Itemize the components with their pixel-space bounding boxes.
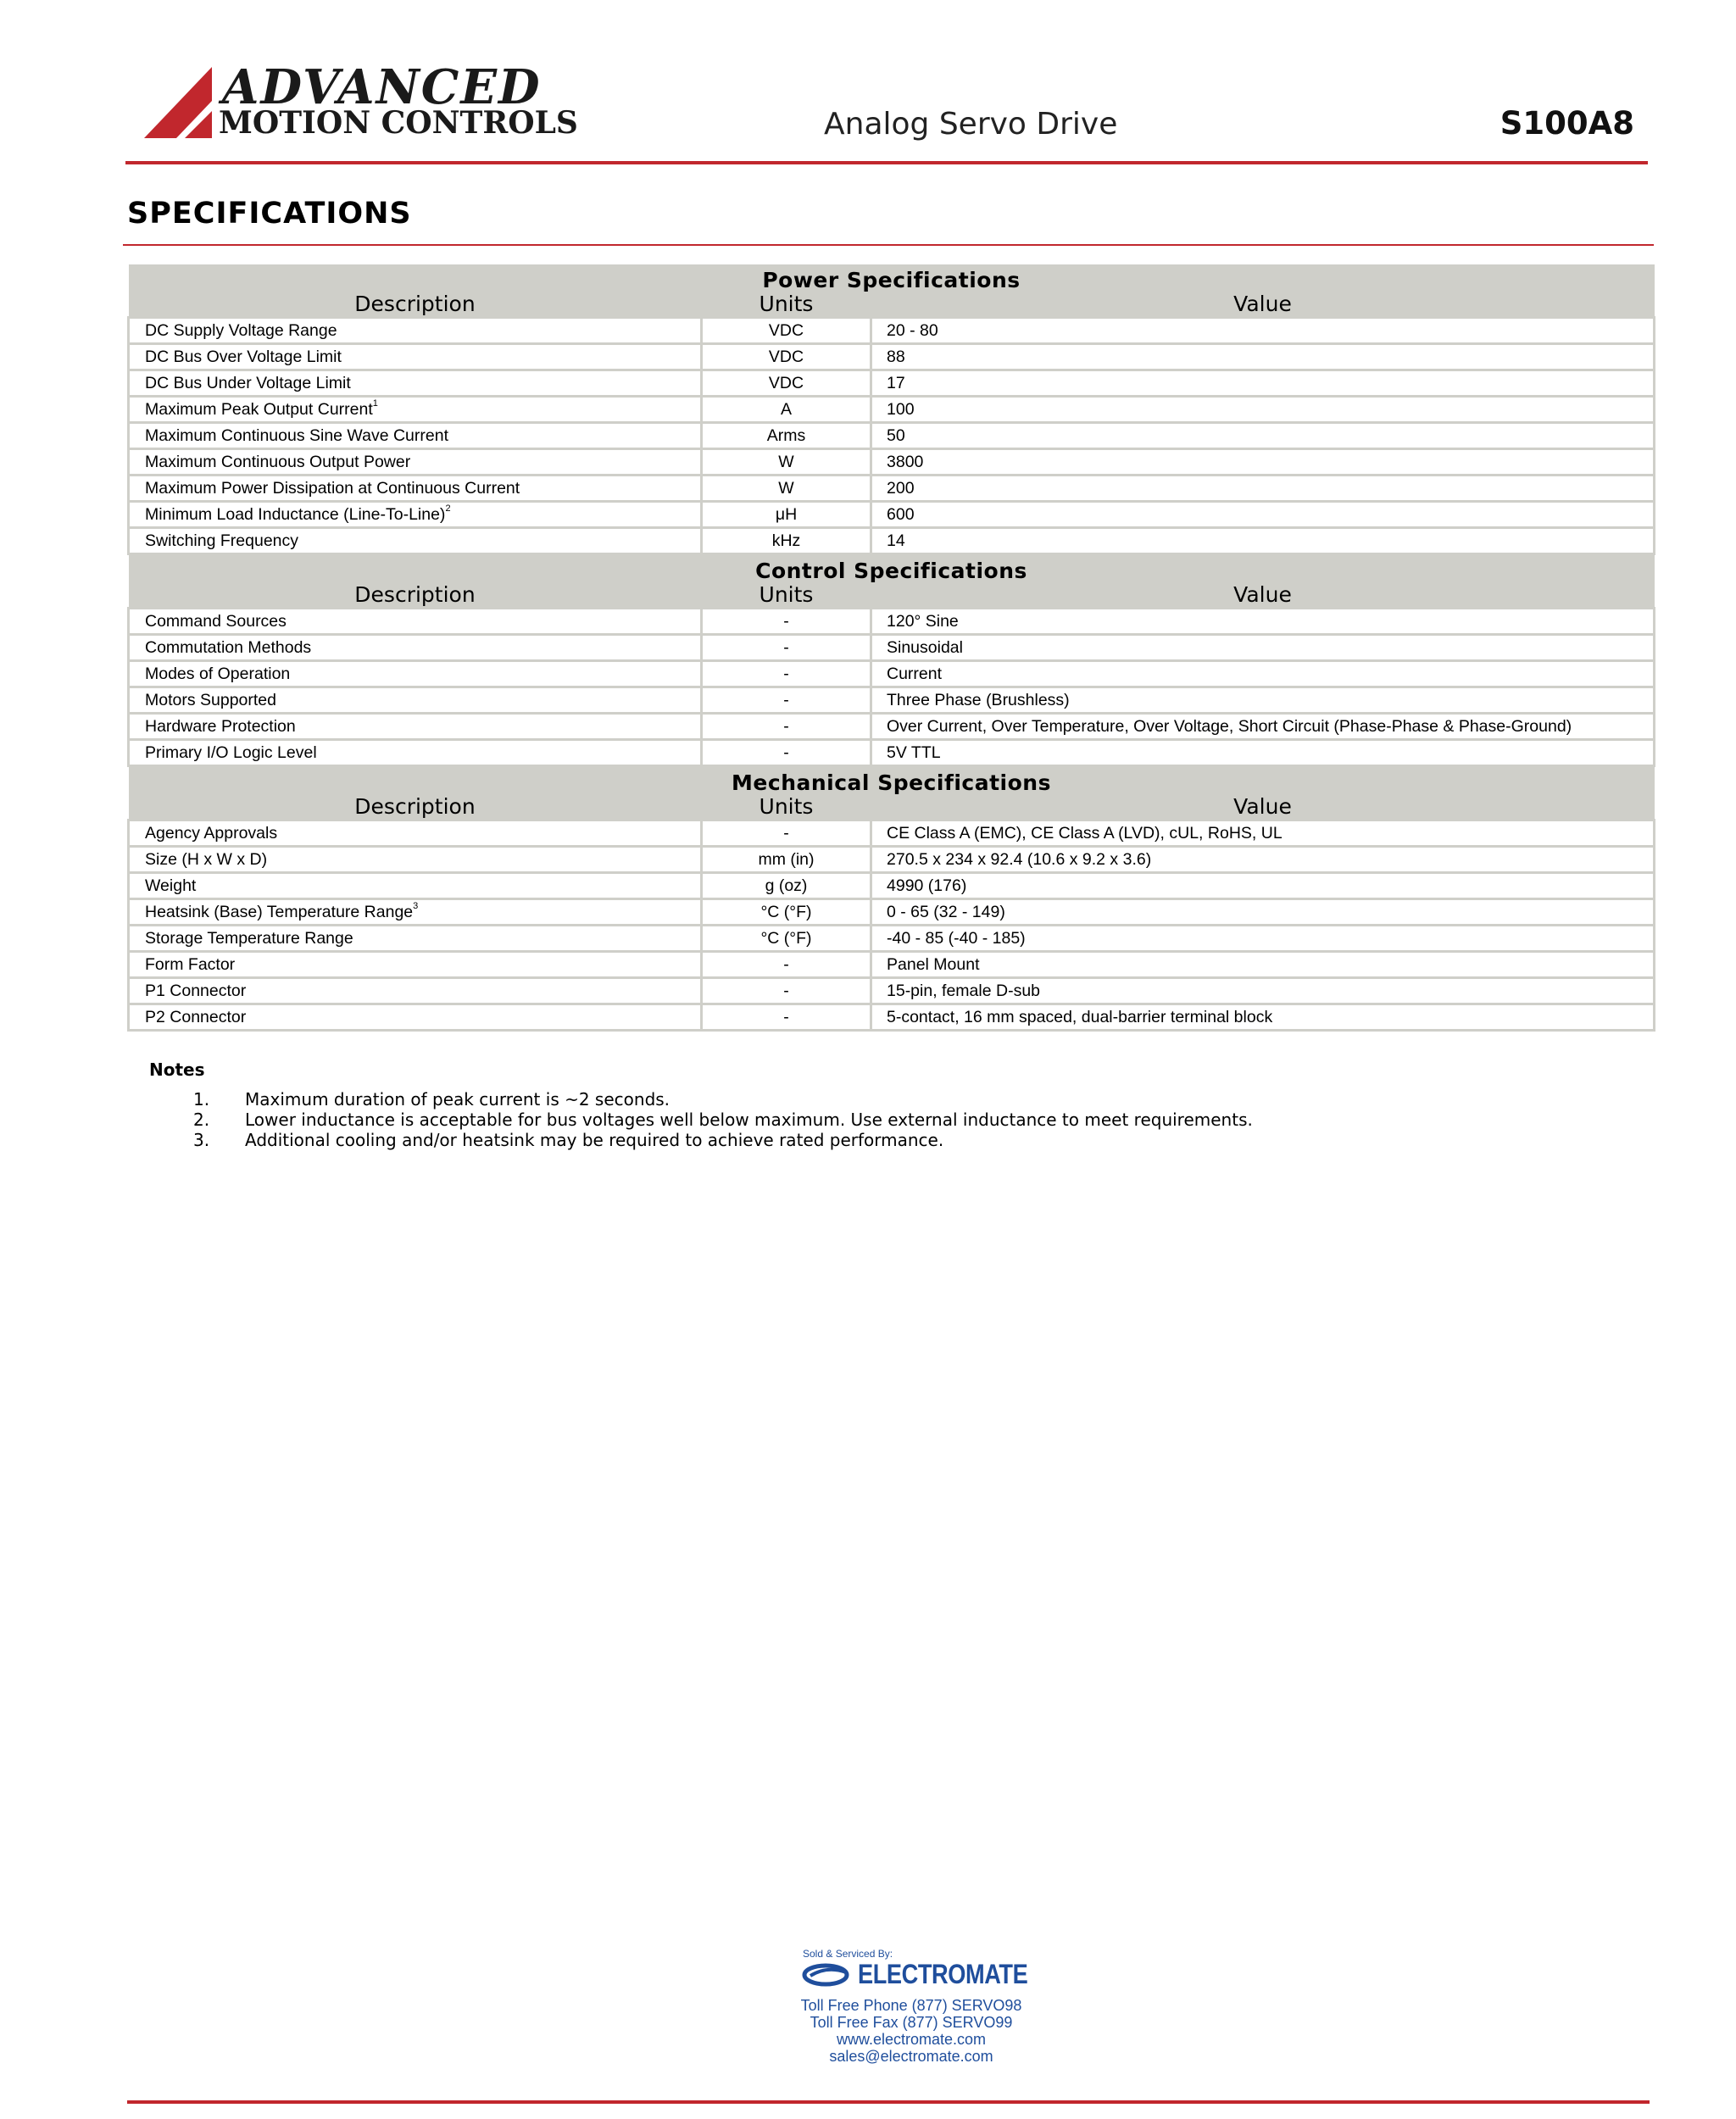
column-header-units: Units [759, 292, 814, 316]
spec-description-text: Weight [145, 876, 197, 895]
spec-description-text: Heatsink (Base) Temperature Range [145, 902, 414, 921]
spec-description [129, 502, 702, 528]
table-row [129, 847, 1655, 873]
spec-value: 14 [871, 528, 1655, 554]
power-specifications [129, 264, 1655, 554]
column-header-description: Description [354, 582, 476, 607]
spec-description-text: Switching Frequency [145, 531, 299, 550]
spec-description [129, 978, 702, 1004]
table-row [129, 740, 1655, 766]
table-row [129, 687, 1655, 714]
spec-units: VDC [702, 370, 871, 397]
logo-text-advanced: ADVANCED [222, 59, 542, 115]
control-specifications [129, 554, 1655, 766]
footnote-marker: 1 [372, 398, 378, 409]
table-row [129, 926, 1655, 952]
spec-description [129, 714, 702, 740]
spec-description-text: P2 Connector [145, 1007, 247, 1026]
spec-description-text: Storage Temperature Range [145, 928, 353, 948]
table-row [129, 423, 1655, 449]
column-header-value: Value [1233, 582, 1292, 607]
column-header-value: Value [1233, 292, 1292, 316]
spec-description [129, 318, 702, 344]
spec-units: g (oz) [702, 873, 871, 899]
section-heading: Control Specifications [755, 559, 1027, 583]
header-divider [125, 161, 1648, 164]
section-header-row [129, 264, 1655, 318]
table-row [129, 609, 1655, 635]
spec-description-text: Motors Supported [145, 690, 277, 709]
table-row [129, 528, 1655, 554]
table-row [129, 820, 1655, 847]
sold-by-label: Sold & Serviced By: [803, 1948, 893, 1960]
spec-value: Three Phase (Brushless) [871, 687, 1655, 714]
footnote-marker: 3 [413, 900, 419, 911]
section-divider [123, 244, 1654, 246]
spec-value: 600 [871, 502, 1655, 528]
company-logo [144, 59, 578, 144]
spec-units: kHz [702, 528, 871, 554]
table-row [129, 318, 1655, 344]
table-row [129, 370, 1655, 397]
spec-value: 0 - 65 (32 - 149) [871, 899, 1655, 926]
spec-value: 200 [871, 476, 1655, 502]
spec-units: μH [702, 502, 871, 528]
spec-units: - [702, 635, 871, 661]
spec-units: - [702, 820, 871, 847]
spec-value: 50 [871, 423, 1655, 449]
notes-list [149, 1089, 1253, 1150]
spec-value: 5-contact, 16 mm spaced, dual-barrier terminal block [871, 1004, 1655, 1031]
spec-value: 270.5 x 234 x 92.4 (10.6 x 9.2 x 3.6) [871, 847, 1655, 873]
notes-section [149, 1060, 1253, 1150]
spec-description [129, 449, 702, 476]
section-title: SPECIFICATIONS [127, 197, 412, 231]
spec-units: Arms [702, 423, 871, 449]
spec-description-text: Maximum Continuous Sine Wave Current [145, 425, 448, 445]
section-header-cell [129, 766, 1655, 820]
spec-description [129, 370, 702, 397]
spec-description-text: Maximum Continuous Output Power [145, 452, 411, 471]
spec-description-text: Modes of Operation [145, 664, 291, 683]
spec-units: W [702, 449, 871, 476]
column-header-value: Value [1233, 794, 1292, 819]
spec-description [129, 609, 702, 635]
logo-text-motion-controls: MOTION CONTROLS [219, 105, 578, 141]
distributor-name: ELECTROMATE [858, 1959, 1028, 1989]
note-number: 1. [193, 1089, 210, 1110]
spec-value: 17 [871, 370, 1655, 397]
section-header-cell [129, 554, 1655, 609]
spec-description-text: Agency Approvals [145, 823, 278, 843]
note-item [149, 1089, 670, 1110]
column-header-description: Description [354, 794, 476, 819]
spec-description-text: Maximum Power Dissipation at Continuous Current [145, 478, 520, 498]
spec-units: - [702, 740, 871, 766]
spec-description-text: P1 Connector [145, 981, 247, 1000]
spec-units: A [702, 397, 871, 423]
distributor-fax: Toll Free Fax (877) SERVO99 [810, 2014, 1013, 2031]
model-number: S100A8 [1500, 105, 1634, 142]
column-header-units: Units [759, 794, 814, 819]
spec-description [129, 476, 702, 502]
spec-units: - [702, 687, 871, 714]
spec-description [129, 423, 702, 449]
spec-value: 3800 [871, 449, 1655, 476]
spec-description-text: Minimum Load Inductance (Line-To-Line) [145, 504, 446, 524]
spec-units: - [702, 952, 871, 978]
spec-description [129, 820, 702, 847]
table-row [129, 502, 1655, 528]
spec-value: 5V TTL [871, 740, 1655, 766]
electromate-swoosh-icon [802, 1962, 853, 1988]
note-text: Lower inductance is acceptable for bus voltages well below maximum. Use external inductance to meet requirements. [245, 1110, 1253, 1130]
page-header [0, 0, 1736, 170]
table-row [129, 978, 1655, 1004]
spec-value: Current [871, 661, 1655, 687]
spec-description [129, 1004, 702, 1031]
spec-description [129, 899, 702, 926]
distributor-block [780, 1948, 1068, 2071]
table-row [129, 397, 1655, 423]
spec-description-text: Hardware Protection [145, 716, 296, 736]
specifications-table [127, 264, 1655, 1032]
spec-units: mm (in) [702, 847, 871, 873]
note-number: 3. [193, 1130, 210, 1150]
spec-value: 100 [871, 397, 1655, 423]
spec-value: -40 - 85 (-40 - 185) [871, 926, 1655, 952]
spec-description-text: Form Factor [145, 954, 236, 974]
spec-description [129, 873, 702, 899]
document-subtitle: Analog Servo Drive [824, 107, 1118, 142]
spec-value: 120° Sine [871, 609, 1655, 635]
spec-value: CE Class A (EMC), CE Class A (LVD), cUL, RoHS, UL [871, 820, 1655, 847]
section-header-row [129, 554, 1655, 609]
table-row [129, 449, 1655, 476]
spec-description-text: Maximum Peak Output Current [145, 399, 373, 419]
spec-value: 20 - 80 [871, 318, 1655, 344]
notes-title: Notes [149, 1060, 205, 1080]
section-header-cell [129, 264, 1655, 318]
spec-units: VDC [702, 344, 871, 370]
note-item [149, 1110, 1253, 1130]
spec-description [129, 661, 702, 687]
spec-description-text: Commutation Methods [145, 637, 312, 657]
table-row [129, 952, 1655, 978]
spec-description [129, 952, 702, 978]
note-text: Maximum duration of peak current is ~2 seconds. [245, 1089, 670, 1110]
spec-units: VDC [702, 318, 871, 344]
distributor-phone: Toll Free Phone (877) SERVO98 [800, 1997, 1022, 2014]
section-heading: Power Specifications [762, 268, 1021, 292]
spec-value: 4990 (176) [871, 873, 1655, 899]
spec-description [129, 687, 702, 714]
spec-description [129, 635, 702, 661]
spec-description [129, 740, 702, 766]
footnote-marker: 2 [445, 503, 451, 514]
table-row [129, 344, 1655, 370]
spec-value: 88 [871, 344, 1655, 370]
spec-value: Over Current, Over Temperature, Over Voltage, Short Circuit (Phase-Phase & Phase-Ground) [871, 714, 1655, 740]
column-header-description: Description [354, 292, 476, 316]
spec-description-text: DC Bus Under Voltage Limit [145, 373, 351, 392]
spec-description-text: DC Bus Over Voltage Limit [145, 347, 342, 366]
spec-value: 15-pin, female D-sub [871, 978, 1655, 1004]
table-row [129, 1004, 1655, 1031]
spec-description [129, 397, 702, 423]
spec-units: - [702, 714, 871, 740]
distributor-email[interactable]: sales@electromate.com [829, 2048, 993, 2065]
spec-units: - [702, 978, 871, 1004]
spec-description-text: Command Sources [145, 611, 287, 631]
spec-units: W [702, 476, 871, 502]
table-row [129, 899, 1655, 926]
spec-description-text: DC Supply Voltage Range [145, 320, 337, 340]
column-header-units: Units [759, 582, 814, 607]
spec-description [129, 926, 702, 952]
red-triangle-logo-icon [144, 64, 229, 140]
section-header-row [129, 766, 1655, 820]
mechanical-specifications [129, 766, 1655, 1031]
spec-units: - [702, 1004, 871, 1031]
table-row [129, 635, 1655, 661]
spec-units: - [702, 661, 871, 687]
table-row [129, 714, 1655, 740]
note-item [149, 1130, 944, 1150]
distributor-website[interactable]: www.electromate.com [836, 2031, 987, 2048]
spec-units: - [702, 609, 871, 635]
spec-value: Sinusoidal [871, 635, 1655, 661]
spec-value: Panel Mount [871, 952, 1655, 978]
section-heading: Mechanical Specifications [732, 770, 1051, 795]
spec-description-text: Primary I/O Logic Level [145, 742, 317, 762]
table-row [129, 661, 1655, 687]
spec-description-text: Size (H x W x D) [145, 849, 268, 869]
note-text: Additional cooling and/or heatsink may be required to achieve rated performance. [245, 1130, 944, 1150]
spec-units: °C (°F) [702, 926, 871, 952]
spec-units: °C (°F) [702, 899, 871, 926]
spec-description [129, 528, 702, 554]
note-number: 2. [193, 1110, 210, 1130]
spec-description [129, 847, 702, 873]
table-row [129, 873, 1655, 899]
footer-divider [127, 2100, 1650, 2104]
spec-description [129, 344, 702, 370]
table-row [129, 476, 1655, 502]
